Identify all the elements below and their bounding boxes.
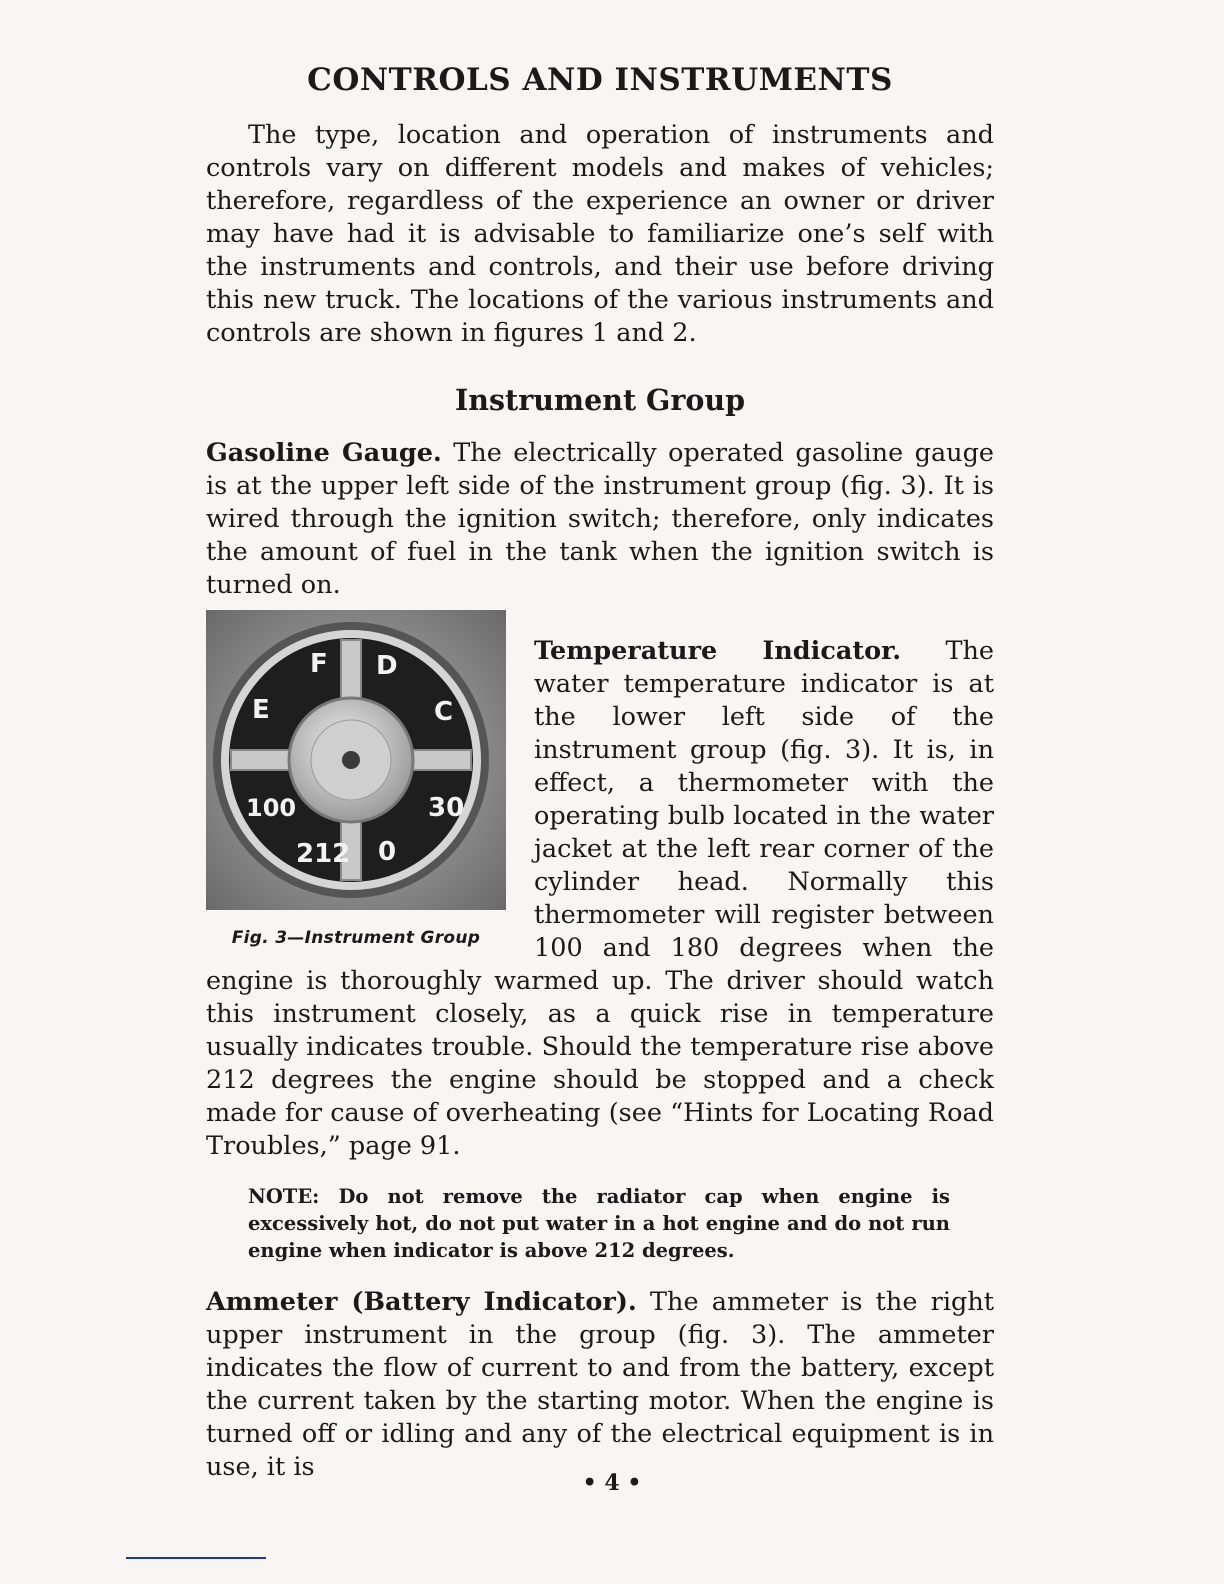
dial-mark-6: 212 bbox=[296, 839, 351, 869]
note-paragraph: NOTE: Do not remove the radiator cap when engine is excessively hot, do not put water in a hot engine and do not run engine when indicator is above 212 degrees. bbox=[248, 1185, 950, 1262]
footer-rule bbox=[126, 1557, 266, 1559]
instrument-group-figure bbox=[206, 610, 506, 948]
gasoline-gauge-text: The electrically operated gasoline gauge is at the upper left side of the instrument group (fig. 3). It is wired through the ignition switch; therefore, only indicates the amount of fuel in the tank when the ignition switch is turned on. bbox=[206, 438, 994, 600]
ammeter-lead: Ammeter (Battery Indicator). bbox=[206, 1287, 637, 1317]
figure-caption: Fig. 3—Instrument Group bbox=[231, 928, 481, 948]
instrument-cluster-photo bbox=[206, 610, 506, 910]
temperature-indicator-text: The water temperature indicator is at the lower left side of the instrument group (fig. 3). It is, in effect, a thermometer with the operating bulb located in the water jacket at the left rear corner of the cylinder head. Normally this thermometer will register between 100 and 180 degrees when the engine is thoroughly warmed up. The driver should watch this instrument closely, as a quick rise in temperature usually indicates trouble. Should the temperature rise above 212 degrees the engine should be stopped and a check made for cause of overheating (see “Hints for Locating Road Troubles,” page 91. bbox=[206, 636, 994, 1161]
page-number: • 4 • bbox=[582, 1470, 642, 1496]
dial-mark-1: F bbox=[310, 649, 328, 679]
ammeter-text: The ammeter is the right upper instrument in the group (fig. 3). The ammeter indicates the flow of current to and from the battery, except the current taken by the starting motor. When the engine is turned off or idling and any of the electrical equipment is in use, it is bbox=[206, 1287, 994, 1482]
ammeter-paragraph bbox=[206, 1286, 994, 1484]
dial-mark-0: E bbox=[252, 695, 270, 725]
dial-mark-7: 100 bbox=[246, 794, 297, 822]
section-heading: Instrument Group bbox=[454, 383, 746, 417]
gasoline-gauge-lead: Gasoline Gauge. bbox=[206, 438, 442, 468]
page-content bbox=[206, 60, 994, 1484]
temperature-indicator-lead: Temperature Indicator. bbox=[534, 636, 902, 666]
dial-mark-3: C bbox=[434, 697, 454, 727]
dial-mark-4: 30 bbox=[428, 793, 465, 823]
page-title: CONTROLS AND INSTRUMENTS bbox=[307, 62, 893, 98]
dial-mark-2: D bbox=[376, 651, 398, 681]
gasoline-gauge-paragraph bbox=[206, 437, 994, 602]
intro-paragraph: The type, location and operation of instruments and controls vary on different models and makes of vehicles; therefore, regardless of the experience an owner or driver may have had it is advisable to familiarize one’s self with the instruments and controls, and their use before driving this new truck. The locations of the various instruments and controls are shown in figures 1 and 2. bbox=[206, 120, 994, 348]
center-pivot bbox=[342, 751, 360, 769]
dial-mark-5: 0 bbox=[378, 837, 397, 867]
